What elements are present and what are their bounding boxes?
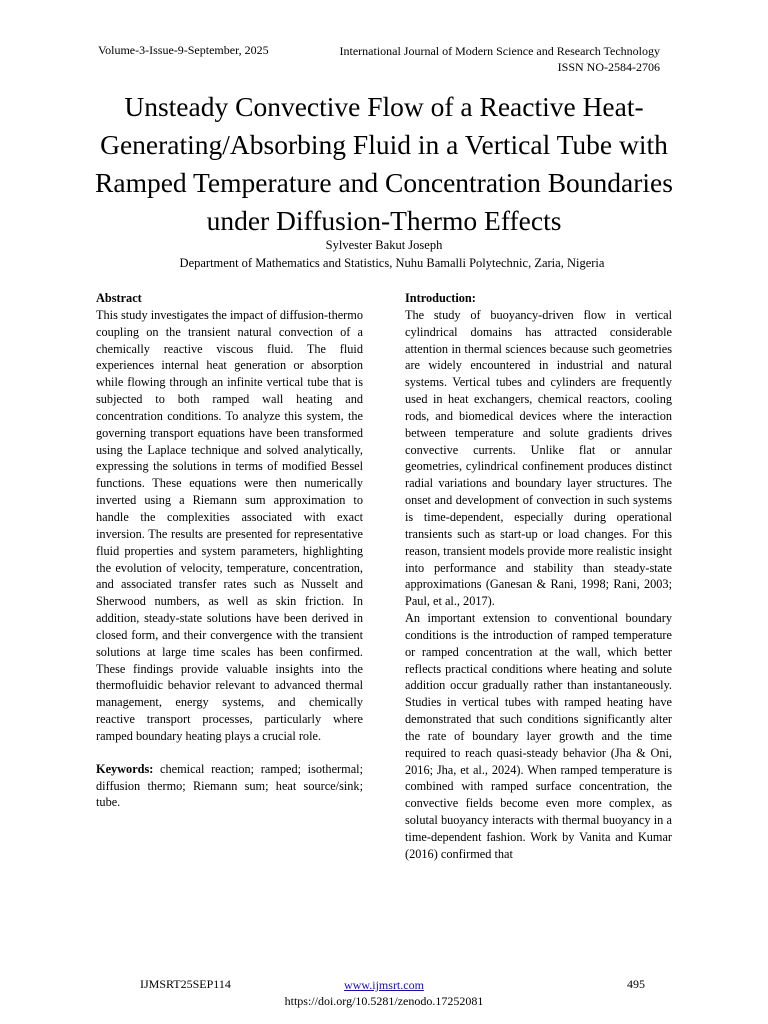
introduction-heading: Introduction: (405, 291, 476, 305)
left-column (96, 290, 363, 811)
doi-link[interactable]: https://doi.org/10.5281/zenodo.17252081 (284, 994, 484, 1008)
abstract-text: This study investigates the impact of diffusion-thermo coupling on the transient natural convection of a chemically reactive viscous fluid. The fluid experiences internal heat generation or absorption while flowing through an infinite vertical tube that is subjected to both ramped wall heating and concentration conditions. To analyze this system, the governing transport equations have been transformed using the Laplace technique and solved analytically, expressing the solutions in terms of modified Bessel functions. These equations were then numerically inverted using a Riemann sum approximation to handle the complexities associated with exact inversion. The results are presented for representative fluid properties and system parameters, highlighting the evolution of velocity, temperature, concentration, and associated transfer rates such as Nusselt and Sherwood numbers, as well as skin friction. In addition, steady-state solutions have been derived in closed form, and their convergence with the transient solutions at large time scales has been confirmed. These findings provide valuable insights into the thermofluidic behavior relevant to advanced thermal management, energy systems, and chemically reactive transport processes, particularly where ramped boundary heating plays a crucial role. (96, 307, 363, 743)
paper-title: Unsteady Convective Flow of a Reactive Heat-Generating/Absorbing Fluid in a Vertical Tube with Ramped Temperature and Concentration Boundaries under Diffusion-Thermo Effects (95, 91, 673, 236)
volume-issue: Volume-3-Issue-9-September, 2025 (98, 43, 269, 57)
journal-header (340, 43, 661, 75)
author-affiliation: Department of Mathematics and Statistics, Nuhu Bamalli Polytechnic, Zaria, Nigeria (179, 256, 605, 270)
keywords-label: Keywords: (96, 761, 154, 776)
intro-paragraph-1: The study of buoyancy-driven flow in vertical cylindrical domains has attracted considerable attention in thermal sciences because such geometries are widely encountered in industrial and natural systems. Vertical tubes and cylinders are frequently used in heat exchangers, chemical reactors, cooling rods, and biomedical devices where the interaction between temperature and solute gradients drives convective currents. Unlike flat or annular geometries, cylindrical confinement produces distinct radial variations and boundary layer structures. The onset and development of convection in such systems is time-dependent, especially during operational transients such as start-up or load changes. For this reason, transient models provide more realistic insight into performance and stability than steady-state approximations (Ganesan & Rani, 1998; Rani, 2003; Paul, et al., 2017). (405, 307, 672, 609)
right-column (405, 290, 672, 863)
abstract-heading: Abstract (96, 291, 142, 305)
paper-id: IJMSRT25SEP114 (140, 977, 231, 991)
journal-name: International Journal of Modern Science and Research Technology (339, 44, 660, 58)
page-number: 495 (627, 977, 645, 991)
website-link[interactable]: www.ijmsrt.com (344, 978, 424, 992)
keywords-text: chemical reaction; ramped; isothermal; diffusion thermo; Riemann sum; heat source/sink; tube. (96, 761, 363, 810)
intro-paragraph-2: An important extension to conventional boundary conditions is the introduction of ramped temperature or ramped concentration at the wall, which better reflects practical conditions where heating and solute addition occur gradually rather than instantaneously. Studies in vertical tubes with ramped heating have demonstrated that such conditions significantly alter the rate of boundary layer growth and the time required to reach quasi-steady behavior (Jha & Oni, 2016; Jha, et al., 2024). When ramped temperature is combined with ramped surface concentration, the convective fields become even more complex, as solutal buoyancy interacts with thermal buoyancy in a time-dependent fashion. Work by Vanita and Kumar (2016) confirmed that (405, 611, 672, 861)
author-name: Sylvester Bakut Joseph (325, 238, 443, 252)
footer-links (0, 977, 768, 1009)
issn: ISSN NO-2584-2706 (557, 60, 660, 74)
keywords (96, 761, 363, 812)
